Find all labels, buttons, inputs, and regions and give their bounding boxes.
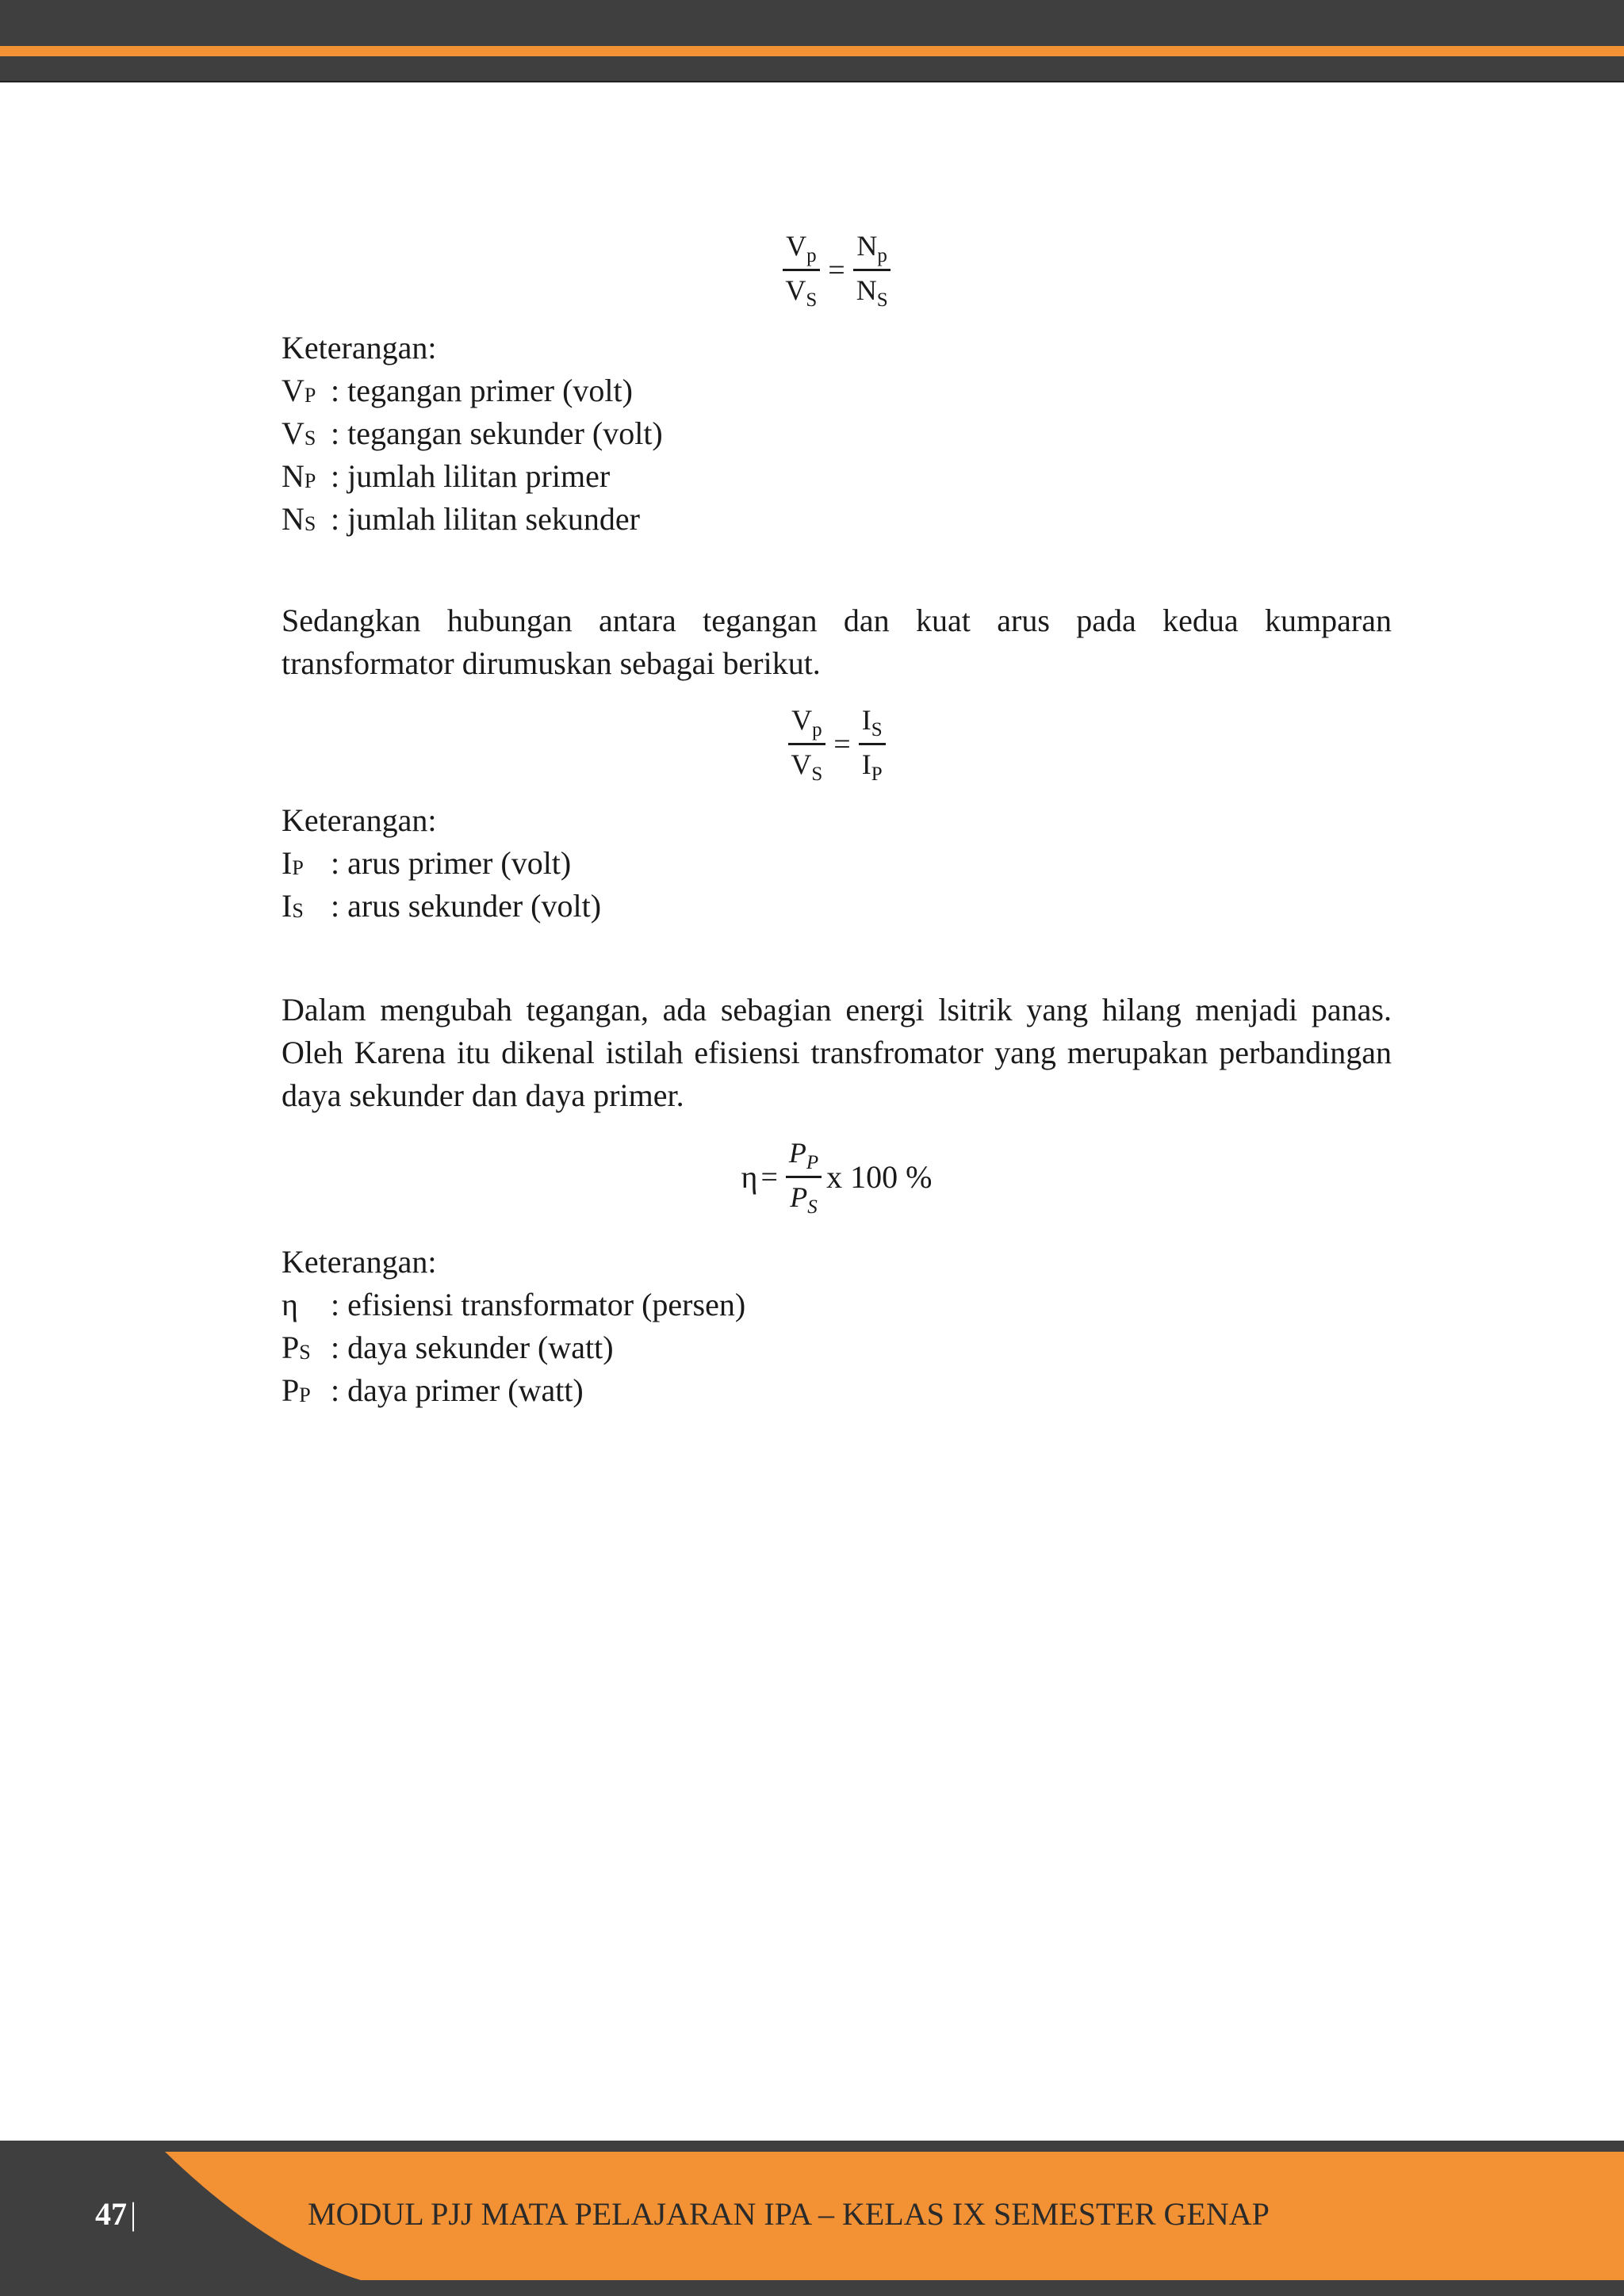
fraction-vp-vs: [782, 228, 820, 312]
eta-symbol: η: [741, 1158, 758, 1195]
fraction-vp-vs-2: $\frac{V_p}{V_S}$: [787, 702, 825, 786]
header-band: [0, 0, 1624, 82]
page-number: [95, 2193, 136, 2236]
equals-sign: =: [760, 1160, 778, 1194]
legend-heading: Keterangan:: [282, 1244, 437, 1280]
legend-item: IS : arus sekunder (volt): [282, 888, 602, 924]
page-number-value: 47: [95, 2196, 127, 2232]
eq1-num: V: [786, 230, 807, 262]
legend-3: [282, 1241, 1392, 1412]
page-separator: |: [130, 2196, 137, 2232]
equation-voltage-turns: [282, 228, 1392, 312]
eq1-den: V: [785, 274, 806, 306]
eq1-rden-sub: S: [876, 289, 888, 311]
fraction-np-ns: [853, 228, 891, 312]
legend-heading: Keterangan:: [282, 802, 437, 838]
legend-item: NS : jumlah lilitan sekunder: [282, 501, 640, 537]
eq1-rnum: N: [856, 230, 878, 262]
eq1-den-sub: S: [806, 289, 818, 311]
eq1-rden: N: [856, 274, 877, 306]
legend-1: [282, 327, 1392, 541]
eq1-num-sub: p: [806, 245, 817, 266]
paragraph-efficiency: Dalam mengubah tegangan, ada sebagian energi lsitrik yang hilang menjadi panas. Oleh Karena itu dikenal istilah efisiensi transfromator yang merupakan perbandingan daya sekunder dan daya primer.: [282, 992, 1392, 1113]
equals-sign: =: [833, 727, 851, 761]
equation-efficiency: [282, 1135, 1392, 1219]
legend-item: PP : daya primer (watt): [282, 1372, 584, 1408]
legend-heading: Keterangan:: [282, 330, 437, 365]
legend-item: η : efisiensi transformator (persen): [282, 1287, 746, 1322]
equation-voltage-current: [282, 702, 1392, 786]
legend-item: PS : daya sekunder (watt): [282, 1330, 614, 1365]
footer-title: MODUL PJJ MATA PELAJARAN IPA – KELAS IX SEMESTER GENAP: [308, 2196, 1270, 2232]
eq1-rnum-sub: p: [877, 245, 887, 266]
legend-item: IP : arus primer (volt): [282, 845, 572, 881]
legend-2: [282, 799, 1392, 928]
fraction-is-ip: $\frac{I_S}{I_P}$: [859, 702, 886, 786]
legend-item: NP : jumlah lilitan primer: [282, 458, 611, 494]
legend-item: VS : tegangan sekunder (volt): [282, 415, 663, 451]
fraction-pp-ps: $\frac{P_P}{P_S}$: [786, 1135, 822, 1219]
equals-sign: =: [828, 253, 845, 287]
paragraph-current-relation: Sedangkan hubungan antara tegangan dan kuat arus pada kedua kumparan transformator dirumuskan sebagai berikut.: [282, 603, 1392, 681]
percent-factor: x 100 %: [826, 1158, 933, 1195]
header-accent-stripe: [0, 46, 1624, 56]
legend-item: VP : tegangan primer (volt): [282, 373, 633, 408]
